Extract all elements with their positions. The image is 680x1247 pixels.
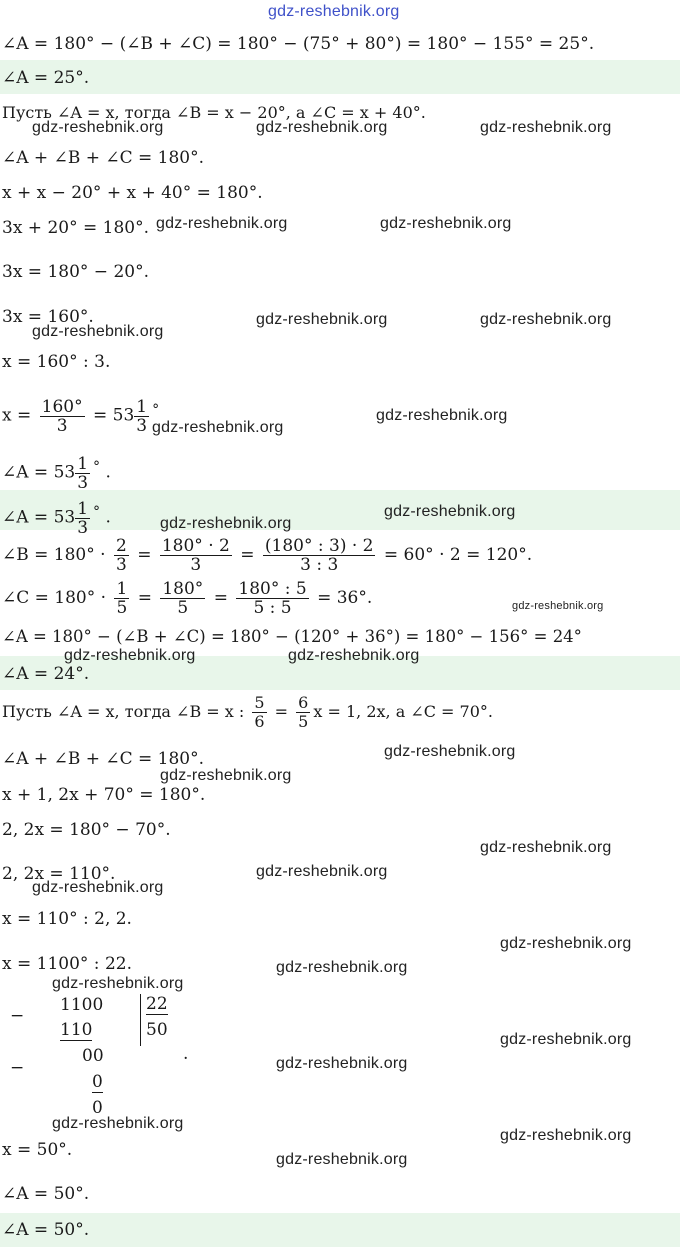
watermark: gdz-reshebnik.org [32,119,164,136]
fraction-numerator: 1 [116,579,128,599]
watermark: gdz-reshebnik.org [160,515,292,532]
fraction-numerator: 2 [115,536,127,556]
watermark: gdz-reshebnik.org [256,119,388,136]
equation-line: 2, 2x = 180° − 70°. [2,820,171,840]
equation-line: x = 50°. [2,1140,73,1160]
equation-text: Пусть ∠A = x, тогда ∠B = x : [2,702,245,721]
equation-line: ∠A + ∠B + ∠C = 180°. [2,749,205,769]
dot: . [183,1044,189,1064]
fraction-denominator: 3 [77,517,89,538]
answer-line: ∠A = 50°. [2,1220,90,1240]
mixed-fraction [75,455,90,492]
equation-line [2,578,372,618]
fraction-numerator: 180° : 5 [238,579,307,599]
equals-sign: = [137,545,152,565]
fraction-denominator: 3 : 3 [300,555,339,575]
watermark: gdz-reshebnik.org [152,419,284,436]
equation-text: ∠B = 180° · [2,545,106,565]
equals-sign: = [240,545,255,565]
answer-highlight [0,60,680,94]
fraction-numerator: 180° [162,579,204,599]
watermark: gdz-reshebnik.org [52,1115,184,1132]
remainder: 00 [82,1046,104,1066]
equals-sign: = [274,702,289,721]
equation-line [2,447,111,493]
fraction-numerator: (180° : 3) · 2 [264,536,374,556]
equation-text: = 36°. [317,588,373,608]
fraction-denominator: 5 [298,712,309,731]
equation-line: x = 160° : 3. [2,352,111,372]
subtrahend: 110 [60,1020,93,1040]
equation-line: ∠A + ∠B + ∠C = 180°. [2,148,205,168]
division-bar [140,994,141,1046]
remainder: 0 [92,1098,103,1118]
equation-line: Пусть ∠A = x, тогда ∠B = x − 20°, а ∠C = x + 40°. [2,103,426,122]
equals-sign: = [137,588,152,608]
fraction-denominator: 6 [254,712,265,731]
fraction-denominator: 5 [177,598,189,618]
fraction-numerator: 160° [41,396,83,417]
fraction [40,398,85,435]
watermark: gdz-reshebnik.org [256,311,388,328]
watermark: gdz-reshebnik.org [500,935,632,952]
fraction-numerator: 1 [77,453,89,474]
divisor: 22 [146,994,168,1014]
equation-text: . [105,462,111,483]
watermark: gdz-reshebnik.org [380,215,512,232]
minus-sign: − [10,1006,25,1026]
equation-text: = 53 [93,405,135,426]
watermark: gdz-reshebnik.org [32,879,164,896]
fraction-denominator: 3 [115,555,127,575]
equation-text: x = [2,405,32,426]
fraction-numerator: 5 [254,693,265,712]
fraction-denominator: 5 [116,598,128,618]
mixed-fraction [75,500,90,537]
watermark: gdz-reshebnik.org [480,119,612,136]
watermark: gdz-reshebnik.org [276,1055,408,1072]
equation-line: x + x − 20° + x + 40° = 180°. [2,183,263,203]
watermark: gdz-reshebnik.org [384,743,516,760]
equation-line: x = 110° : 2, 2. [2,909,132,929]
fraction [160,580,205,617]
watermark: gdz-reshebnik.org [288,647,420,664]
equation-text: = 60° · 2 = 120°. [383,545,533,565]
watermark: gdz-reshebnik.org [480,839,612,856]
fraction [114,580,129,617]
equation-line: 2, 2x = 110°. [2,864,116,884]
equation-line: 3x = 160°. [2,307,94,327]
degree-sign: ° [152,402,160,418]
quotient: 50 [146,1020,168,1040]
watermark: gdz-reshebnik.org [500,1031,632,1048]
answer-line: ∠A = 24°. [2,664,90,684]
watermark: gdz-reshebnik.org [276,1151,408,1168]
equation-line: 3x + 20° = 180°. [2,218,149,238]
equation-line: x + 1, 2x + 70° = 180°. [2,785,206,805]
watermark: gdz-reshebnik.org [376,407,508,424]
equation-text: x = 1, 2x, а ∠C = 70°. [313,702,493,721]
fraction [296,694,310,731]
fraction-denominator: 3 [136,415,148,436]
equation-text: . [105,507,111,528]
fraction [236,580,308,617]
fraction [263,537,376,574]
answer-line [2,492,111,538]
watermark: gdz-reshebnik.org [52,975,184,992]
mixed-fraction [134,398,149,435]
equation-text: ∠A = 53 [2,507,76,528]
watermark: gdz-reshebnik.org [512,600,604,612]
minus-sign: − [10,1058,25,1078]
watermark: gdz-reshebnik.org [384,503,516,520]
fraction [160,537,232,574]
fraction-denominator: 3 [77,472,89,493]
equation-line [2,390,159,436]
equation-line: x = 1100° : 22. [2,954,132,974]
subtrahend: 0 [92,1072,103,1092]
watermark: gdz-reshebnik.org [256,863,388,880]
fraction [114,537,129,574]
watermark: gdz-reshebnik.org [156,215,288,232]
equation-line [2,535,532,575]
degree-sign: ° [93,504,101,520]
equation-line [2,692,493,732]
fraction-numerator: 6 [298,693,309,712]
fraction-denominator: 3 [56,415,68,436]
watermark: gdz-reshebnik.org [160,767,292,784]
degree-sign: ° [93,459,101,475]
equation-text: ∠A = 53 [2,462,76,483]
fraction [252,694,266,731]
fraction-numerator: 180° · 2 [161,536,230,556]
fraction-denominator: 5 : 5 [253,598,292,618]
watermark: gdz-reshebnik.org [276,959,408,976]
fraction-numerator: 1 [136,396,148,417]
equation-text: ∠C = 180° · [2,588,107,608]
equation-line: ∠A = 180° − (∠B + ∠C) = 180° − (75° + 80°) = 180° − 155° = 25°. [2,34,595,54]
watermark: gdz-reshebnik.org [32,323,164,340]
equation-line: ∠A = 50°. [2,1184,90,1204]
watermark: gdz-reshebnik.org [500,1127,632,1144]
equation-line: 3x = 180° − 20°. [2,262,149,282]
watermark: gdz-reshebnik.org [64,647,196,664]
equation-line: ∠A = 180° − (∠B + ∠C) = 180° − (120° + 36°) = 180° − 156° = 24° [2,627,582,646]
equals-sign: = [213,588,228,608]
watermark: gdz-reshebnik.org [480,311,612,328]
answer-line: ∠A = 25°. [2,68,90,88]
dividend: 1100 [60,995,104,1015]
fraction-denominator: 3 [190,555,202,575]
answer-highlight [0,1213,680,1247]
fraction-numerator: 1 [77,498,89,519]
watermark: gdz-reshebnik.org [268,3,400,20]
